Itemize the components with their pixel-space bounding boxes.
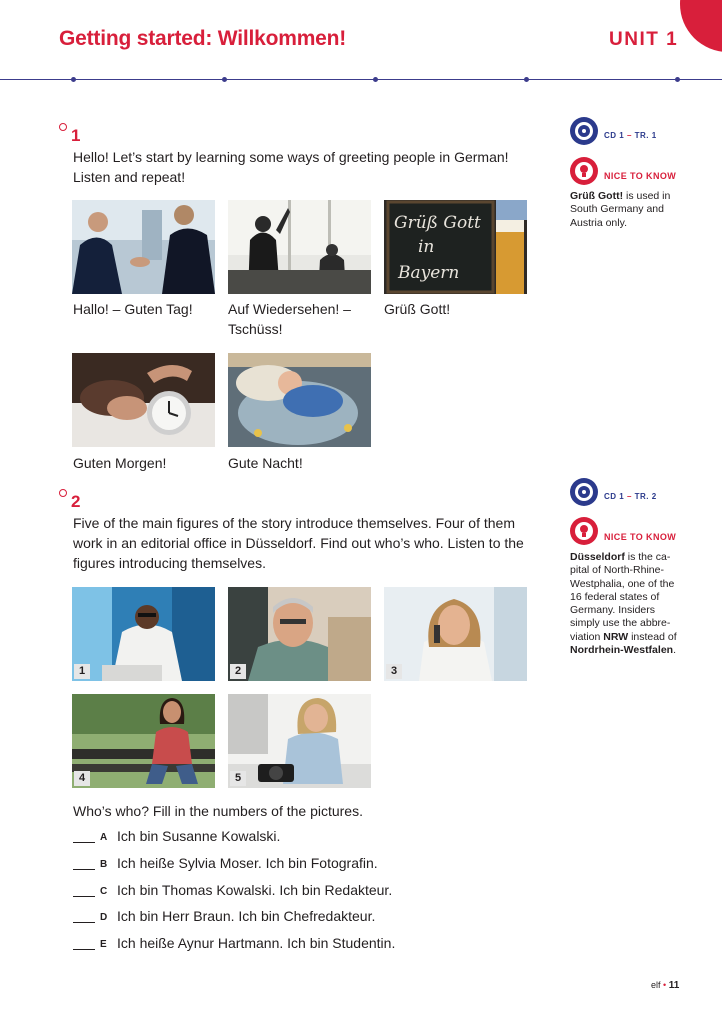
caption: Guten Morgen! xyxy=(73,455,167,471)
rule-dot xyxy=(675,77,680,82)
item-letter: D xyxy=(100,912,108,923)
lightbulb-icon xyxy=(570,517,598,545)
item-text: Ich heiße Sylvia Moser. Ich bin Fotografin. xyxy=(117,855,378,871)
caption: Gute Nacht! xyxy=(228,455,303,471)
item-letter: C xyxy=(100,886,108,897)
svg-text:Bayern: Bayern xyxy=(398,263,460,283)
item-text: Ich bin Thomas Kowalski. Ich bin Redakteur. xyxy=(117,882,393,898)
photo-number-label: 1 xyxy=(74,664,90,679)
photo-person-5 xyxy=(228,694,371,788)
photo-person-4 xyxy=(72,694,215,788)
cd-track-label: CD 1 – TR. 2 xyxy=(604,492,657,501)
page-title: Getting started: Willkommen! xyxy=(59,27,347,50)
item-text: Ich heiße Aynur Hartmann. Ich bin Studentin. xyxy=(117,935,396,951)
item-letter: A xyxy=(100,832,108,843)
rule-dot xyxy=(373,77,378,82)
exercise-number: 2 xyxy=(71,492,81,511)
footer-bullet: • xyxy=(663,980,667,990)
cd-icon[interactable] xyxy=(570,478,598,506)
rule-dot xyxy=(524,77,529,82)
item-letter: B xyxy=(100,859,108,870)
cd-icon[interactable] xyxy=(570,117,598,145)
photo-person-2 xyxy=(228,587,371,681)
answer-blank[interactable] xyxy=(73,922,95,923)
rule-dot xyxy=(222,77,227,82)
photo-bavaria-sign xyxy=(384,200,527,294)
answer-blank[interactable] xyxy=(73,949,95,950)
brand-label: elf xyxy=(651,980,661,990)
nice-to-know-note: Grüß Gott! is used in South Germany and Austria only. xyxy=(570,190,671,229)
fill-in-prompt: Who’s who? Fill in the numbers of the pictures. xyxy=(73,803,363,819)
exercise-instruction: Five of the main figures of the story introduce themselves. Four of them work in an editorial office in Düsseldorf. Find out who’s who. Listen to the figures introducing themselves. xyxy=(73,515,524,571)
header-rule xyxy=(0,79,722,80)
rule-dot xyxy=(71,77,76,82)
audio-marker-icon xyxy=(59,489,67,497)
answer-blank[interactable] xyxy=(73,896,95,897)
svg-text:Grüß Gott: Grüß Gott xyxy=(394,213,481,233)
item-text: Ich bin Herr Braun. Ich bin Chefredakteur. xyxy=(117,908,376,924)
item-letter: E xyxy=(100,939,107,950)
photo-number-label: 3 xyxy=(386,664,402,679)
photo-person-3 xyxy=(384,587,527,681)
unit-label: UNIT 1 xyxy=(609,29,679,50)
photo-number-label: 5 xyxy=(230,771,246,786)
photo-number-label: 4 xyxy=(74,771,90,786)
photo-sleeping-baby xyxy=(228,353,371,447)
caption: Grüß Gott! xyxy=(384,301,451,317)
nice-to-know-label: NICE TO KNOW xyxy=(604,171,677,181)
page-number: 11 xyxy=(668,980,680,991)
audio-marker-icon xyxy=(59,123,67,131)
lightbulb-icon xyxy=(570,157,598,185)
item-text: Ich bin Susanne Kowalski. xyxy=(117,828,281,844)
photo-handshake xyxy=(72,200,215,294)
photo-alarm-clock xyxy=(72,353,215,447)
caption: Hallo! – Guten Tag! xyxy=(73,301,193,317)
corner-decoration xyxy=(680,0,722,52)
answer-blank[interactable] xyxy=(73,869,95,870)
nice-to-know-label: NICE TO KNOW xyxy=(604,532,677,542)
svg-text:in: in xyxy=(418,237,435,257)
caption: Auf Wiedersehen! – Tschüss! xyxy=(228,301,351,337)
exercise-number: 1 xyxy=(71,126,81,145)
cd-track-label: CD 1 – TR. 1 xyxy=(604,131,657,140)
nice-to-know-note: Düsseldorf is the capital of North-Rhine-Westphalia, one of the 16 federal states of Germany. Insiders simply use the abbreviation NRW instead of Nordrhein-Westfalen. xyxy=(570,551,677,657)
photo-number-label: 2 xyxy=(230,664,246,679)
exercise-instruction: Hello! Let’s start by learning some ways of greeting people in German! Listen and repeat! xyxy=(73,149,509,185)
photo-goodbye-office xyxy=(228,200,371,294)
answer-blank[interactable] xyxy=(73,842,95,843)
page-footer xyxy=(651,980,679,991)
photo-person-1 xyxy=(72,587,215,681)
